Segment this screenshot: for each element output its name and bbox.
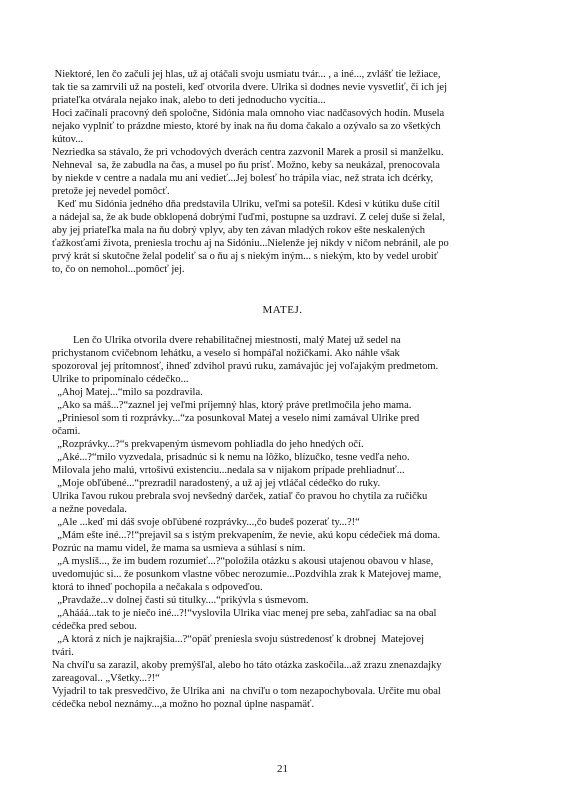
paragraph: „Pravdaže...v dolnej časti sú titulky....“prikývla s úsmevom. <box>52 595 309 606</box>
paragraph: „Ale ...keď mi dáš svoje obľúbené rozprávky...,čo budeš pozerať ty...?!“ <box>52 517 360 528</box>
paragraph: Len čo Ulrika otvorila dvere rehabilitačnej miestnosti, malý Matej už sedel na prichystanom cvičebnom lehátku, a veselo si hompáľal nožičkami. Ako náhle však spozoroval jej prítomnosť, ihneď zdvihol pravú ruku, zamávajúc jej voľajakým predmetom. Ulrike to pripomínalo cédečko... <box>52 335 439 385</box>
paragraph: „A myslíš..., že im budem rozumieť...?“položila otázku s akousi utajenou obavou v hlase, uvedomujúc si... že posunkom vlastne vôbec nerozumie...Pozdvihla zrak k Matejovej mame, ktorá to ihneď pochopila a nečakala s odpoveďou. <box>52 556 442 593</box>
text-block-bottom <box>52 334 514 711</box>
paragraph: „Aké...?“milo vyzvedala, prisadnúc si k nemu na lôžko, blízučko, tesne vedľa neho. Milovala jeho malú, vrtošivú existenciu...nedala sa v nijakom prípade prehliadnuť... <box>52 452 410 476</box>
paragraph: „A ktorá z nich je najkrajšia...?“opäť preniesla svoju sústredenosť k drobnej Matejovej tvári. <box>52 634 424 658</box>
text-block-top <box>52 68 514 276</box>
section-title: MATEJ. <box>262 304 303 316</box>
paragraph: „Moje obľúbené...“prezradil naradostený, a už aj jej vtláčal cédečko do ruky. Ulrika ľavou rukou prebrala svoj nevšedný darček, zatiaľ čo pravou ho chytila za ručičku a nežne povedala. <box>52 478 428 515</box>
paragraph: Vyjadril to tak presvedčivo, že Ulrika ani na chvíľu o tom nezapochybovala. Určite mu obal cédečka nebol neznámy...,a možno ho poznal úplne naspamäť. <box>52 686 441 710</box>
paragraph: Niektoré, len čo začuli jej hlas, už aj otáčali svoju usmiatu tvár... , a iné..., zvlášť tie ležiace, tak tie sa zamrvili už na posteli, keď otvorila dvere. Ulrika si dodnes nevie vysvetliť, či ich jej priateľka otvárala nejako inak, alebo to deti jednoducho vycítia... <box>52 69 447 106</box>
paragraph: „Ahááá...tak to je niečo iné...?!“vyslovila Ulrika viac menej pre seba, zahľadiac sa na obal cédečka pred sebou. <box>52 608 437 632</box>
page-number: 21 <box>277 763 288 775</box>
paragraph: Keď mu Sidónia jedného dňa predstavila Ulriku, veľmi sa potešil. Kdesi v kútiku duše cítil a nádejal sa, že ak bude obklopená dobrými ľuďmi, postupne sa uzdraví. Z celej duše si želal, aby jej priateľka mala na ňu dobrý vplyv, aby ten závan mladých rokov ešte neskalených ťažkosťami života, preniesla trochu aj na Sidóniu...Nielenže jej nikdy v ničom nebránil, ale po prvý krát si skutočne želal podeliť sa o ňu aj s niekým iným... s niekým, kto by vedel urobiť to, čo on nemohol...pomôcť jej. <box>52 199 449 275</box>
paragraph: Na chvíľu sa zarazil, akoby premýšľal, alebo ho táto otázka zaskočila...až zrazu znenazdajky zareagoval.. „Všetky...?!“ <box>52 660 442 684</box>
paragraph: Nezriedka sa stávalo, že pri vchodových dverách centra zazvonil Marek a prosil si manželku. Nehneval sa, že zabudla na čas, a musel po ňu prísť. Možno, keby sa neukázal, prenocovala by niekde v centre a nadala mu ani vedieť...Jej bolesť ho trápila viac, než strata ich dcérky, pretože jej nevedel pomôcť. <box>52 147 444 197</box>
paragraph: „Priniesol som ti rozprávky...“za posunkoval Matej a veselo nimi zamával Ulrike pred očami. <box>52 413 420 437</box>
paragraph: Hoci začínali pracovný deň spoločne, Sidónia mala omnoho viac nadčasových hodín. Musela nejako vyplniť to prázdne miesto, ktoré by inak na ňu doma čakalo a ozývalo sa zo všetkých kútov... <box>52 108 445 145</box>
paragraph: „Ako sa máš...?“zaznel jej veľmi príjemný hlas, ktorý práve pretlmočila jeho mama. <box>52 400 412 411</box>
paragraph: „Ahoj Matej...“milo sa pozdravila. <box>52 387 203 398</box>
paragraph: „Rozprávky...?“s prekvapeným úsmevom pohliadla do jeho hnedých očí. <box>52 439 364 450</box>
paragraph: „Mám ešte iné...?!“prejavil sa s istým prekvapením, že nevie, akú kopu cédečiek má doma. Pozrúc na mamu videl, že mama sa usmieva a súhlasí s ním. <box>52 530 441 554</box>
